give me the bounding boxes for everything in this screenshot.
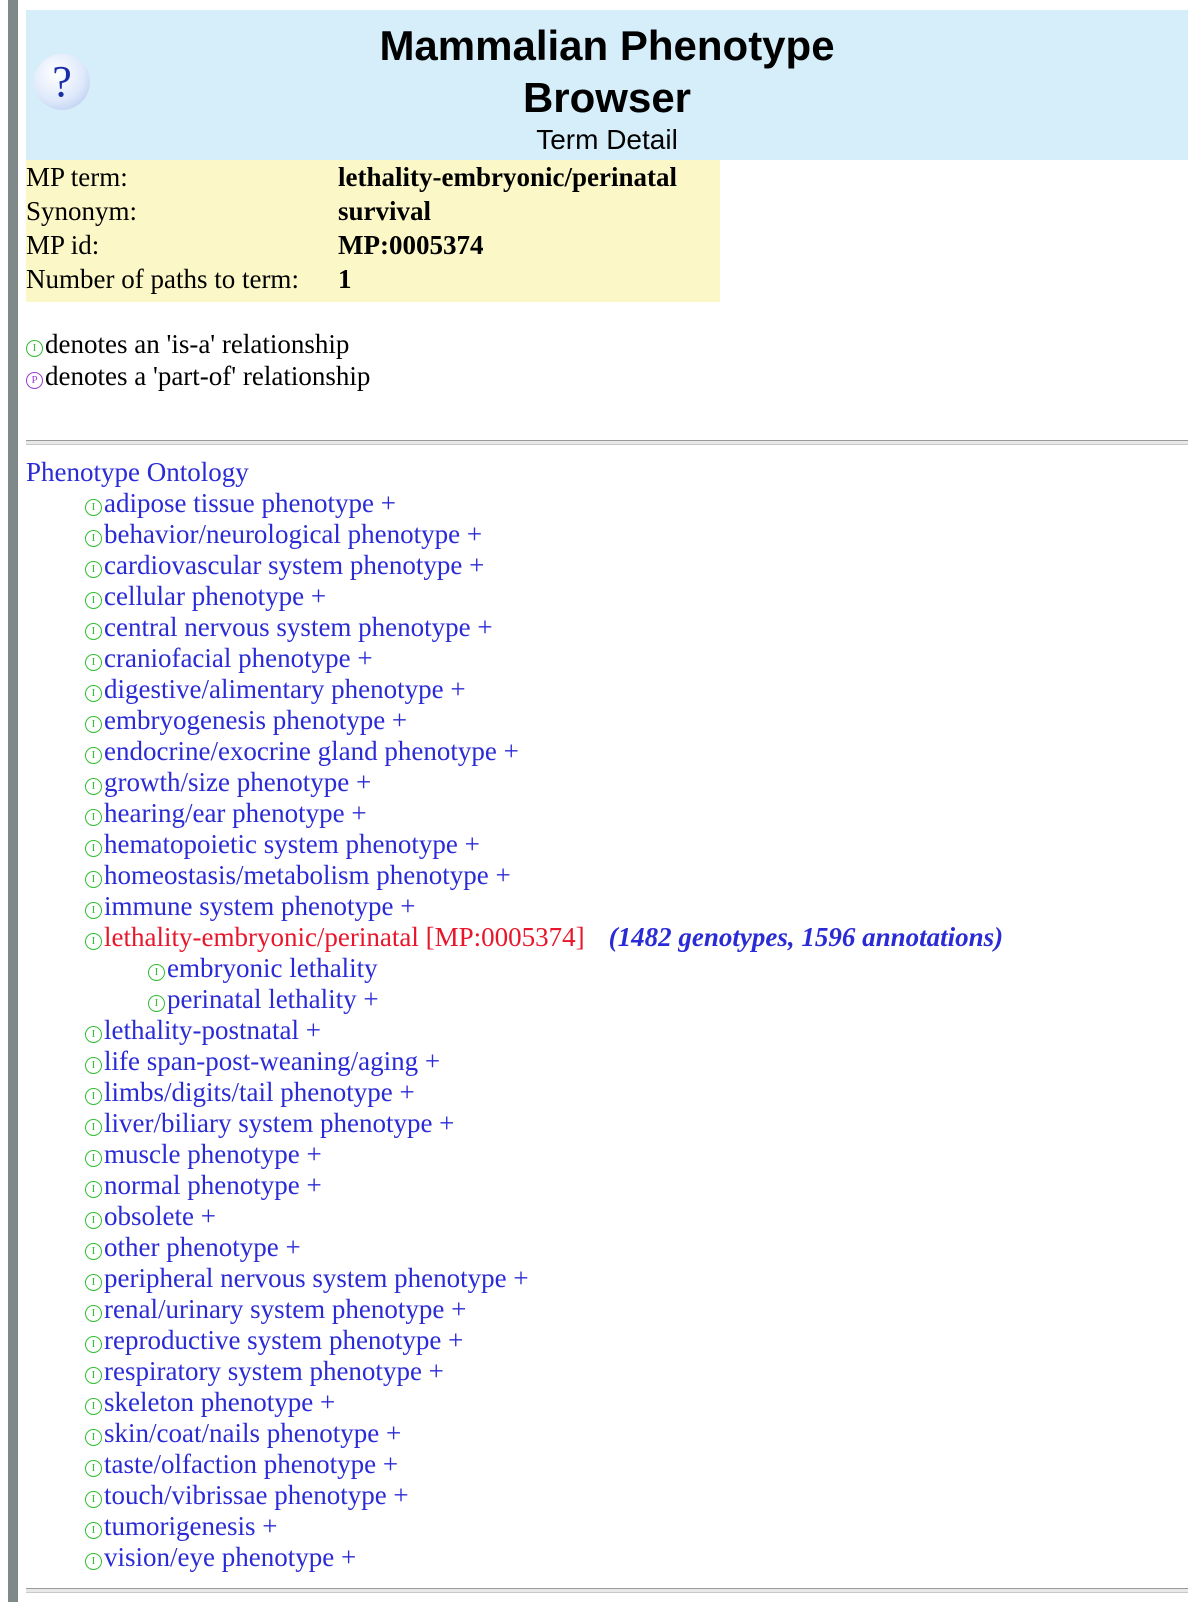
- is-a-icon: I: [85, 933, 102, 950]
- term-info-label: Synonym:: [26, 196, 138, 226]
- divider: [26, 440, 1188, 445]
- is-a-icon: I: [85, 499, 102, 516]
- term-label: life span-post-weaning/aging +: [104, 1046, 441, 1076]
- page-header: [26, 10, 1188, 160]
- ontology-term-link[interactable]: [26, 860, 1003, 891]
- is-a-icon: I: [85, 1181, 102, 1198]
- term-label: lethality-embryonic/perinatal [MP:0005374]: [104, 922, 585, 952]
- is-a-icon: I: [85, 1305, 102, 1322]
- term-info-value: MP:0005374: [338, 230, 484, 260]
- ontology-term-link[interactable]: [26, 1356, 1003, 1387]
- term-label: behavior/neurological phenotype +: [104, 519, 483, 549]
- is-a-icon: I: [85, 871, 102, 888]
- term-info-row: [26, 228, 677, 262]
- term-label: immune system phenotype +: [104, 891, 416, 921]
- term-label: peripheral nervous system phenotype +: [104, 1263, 529, 1293]
- legend-part-of: [26, 360, 370, 392]
- annotation-count[interactable]: (1482 genotypes, 1596 annotations): [608, 922, 1004, 952]
- help-icon[interactable]: ?: [34, 54, 90, 110]
- term-info-value: 1: [338, 264, 352, 294]
- is-a-icon: I: [85, 1553, 102, 1570]
- ontology-root-link[interactable]: Phenotype Ontology: [26, 457, 249, 487]
- relationship-legend: [26, 328, 370, 392]
- term-label: normal phenotype +: [104, 1170, 322, 1200]
- term-info-label: MP id:: [26, 230, 100, 260]
- ontology-term-link[interactable]: [26, 829, 1003, 860]
- term-info-row: [26, 160, 677, 194]
- ontology-term-link[interactable]: [26, 1449, 1003, 1480]
- is-a-icon: I: [85, 1057, 102, 1074]
- term-label: perinatal lethality +: [167, 984, 379, 1014]
- ontology-term-link[interactable]: [26, 1480, 1003, 1511]
- part-of-icon: P: [26, 372, 43, 389]
- term-info-row: [26, 262, 677, 296]
- left-border: [8, 0, 18, 1602]
- term-label: touch/vibrissae phenotype +: [104, 1480, 409, 1510]
- ontology-term-link[interactable]: [26, 1170, 1003, 1201]
- ontology-term-link[interactable]: [26, 953, 1003, 984]
- is-a-icon: I: [85, 592, 102, 609]
- term-info-table: [26, 160, 720, 302]
- term-label: endocrine/exocrine gland phenotype +: [104, 736, 519, 766]
- term-info-value: lethality-embryonic/perinatal: [338, 162, 677, 192]
- term-label: muscle phenotype +: [104, 1139, 322, 1169]
- is-a-icon: I: [85, 1491, 102, 1508]
- term-label: homeostasis/metabolism phenotype +: [104, 860, 511, 890]
- is-a-icon: I: [85, 1212, 102, 1229]
- is-a-icon: I: [148, 964, 165, 981]
- ontology-term-link[interactable]: [26, 1418, 1003, 1449]
- term-label: growth/size phenotype +: [104, 767, 372, 797]
- term-label: cardiovascular system phenotype +: [104, 550, 485, 580]
- is-a-icon: I: [85, 747, 102, 764]
- ontology-term-link[interactable]: [26, 581, 1003, 612]
- is-a-icon: I: [85, 1119, 102, 1136]
- ontology-term-link[interactable]: [26, 1046, 1003, 1077]
- term-label: hearing/ear phenotype +: [104, 798, 367, 828]
- is-a-icon: I: [85, 1336, 102, 1353]
- ontology-term-link[interactable]: [26, 674, 1003, 705]
- is-a-icon: I: [85, 1026, 102, 1043]
- term-info-label: MP term:: [26, 162, 128, 192]
- term-label: skeleton phenotype +: [104, 1387, 336, 1417]
- term-label: reproductive system phenotype +: [104, 1325, 464, 1355]
- title-line-1: Mammalian Phenotype: [379, 22, 835, 69]
- ontology-term-link[interactable]: [26, 1077, 1003, 1108]
- term-label: renal/urinary system phenotype +: [104, 1294, 467, 1324]
- ontology-term-link[interactable]: [26, 643, 1003, 674]
- legend-is-a-text: denotes an 'is-a' relationship: [45, 329, 350, 359]
- is-a-icon: I: [85, 716, 102, 733]
- term-label: skin/coat/nails phenotype +: [104, 1418, 402, 1448]
- is-a-icon: I: [85, 685, 102, 702]
- ontology-term-link[interactable]: [26, 612, 1003, 643]
- is-a-icon: I: [85, 778, 102, 795]
- ontology-term-link[interactable]: [26, 705, 1003, 736]
- ontology-term-link[interactable]: [26, 519, 1003, 550]
- ontology-term-link[interactable]: [26, 1139, 1003, 1170]
- term-label: respiratory system phenotype +: [104, 1356, 444, 1386]
- is-a-icon: I: [85, 1088, 102, 1105]
- is-a-icon: I: [85, 902, 102, 919]
- title-line-2: Browser: [522, 74, 692, 121]
- ontology-term-link[interactable]: [26, 1232, 1003, 1263]
- ontology-term-link[interactable]: [26, 798, 1003, 829]
- is-a-icon: I: [85, 654, 102, 671]
- term-label: tumorigenesis +: [104, 1511, 278, 1541]
- term-info-value: survival: [338, 196, 432, 226]
- is-a-icon: I: [85, 530, 102, 547]
- ontology-term-current[interactable]: [26, 922, 1003, 953]
- term-info-row: [26, 194, 677, 228]
- term-label: taste/olfaction phenotype +: [104, 1449, 399, 1479]
- is-a-icon: I: [85, 1367, 102, 1384]
- ontology-term-link[interactable]: [26, 891, 1003, 922]
- is-a-icon: I: [85, 1243, 102, 1260]
- is-a-icon: I: [85, 561, 102, 578]
- ontology-term-link[interactable]: [26, 767, 1003, 798]
- ontology-term-link[interactable]: [26, 488, 1003, 519]
- ontology-term-link[interactable]: [26, 984, 1003, 1015]
- is-a-icon: I: [85, 1522, 102, 1539]
- page-title: [26, 10, 1188, 124]
- ontology-term-link[interactable]: [26, 1542, 1003, 1573]
- ontology-term-link[interactable]: [26, 1108, 1003, 1139]
- ontology-term-link[interactable]: [26, 1201, 1003, 1232]
- legend-part-of-text: denotes a 'part-of' relationship: [45, 361, 371, 391]
- is-a-icon: I: [148, 995, 165, 1012]
- term-label: other phenotype +: [104, 1232, 301, 1262]
- term-label: lethality-postnatal +: [104, 1015, 321, 1045]
- term-label: limbs/digits/tail phenotype +: [104, 1077, 415, 1107]
- term-label: cellular phenotype +: [104, 581, 327, 611]
- term-label: hematopoietic system phenotype +: [104, 829, 480, 859]
- is-a-icon: I: [85, 1398, 102, 1415]
- is-a-icon: I: [85, 809, 102, 826]
- term-label: adipose tissue phenotype +: [104, 488, 396, 518]
- is-a-icon: I: [85, 1429, 102, 1446]
- term-label: embryonic lethality: [167, 953, 378, 983]
- is-a-icon: I: [85, 840, 102, 857]
- is-a-icon: I: [85, 1460, 102, 1477]
- ontology-term-link[interactable]: [26, 1263, 1003, 1294]
- term-label: obsolete +: [104, 1201, 216, 1231]
- is-a-icon: I: [85, 1150, 102, 1167]
- ontology-term-link[interactable]: [26, 736, 1003, 767]
- ontology-tree: [26, 456, 1003, 1573]
- divider-bottom: [26, 1588, 1188, 1593]
- ontology-term-link[interactable]: [26, 1511, 1003, 1542]
- term-info-label: Number of paths to term:: [26, 264, 299, 294]
- ontology-term-link[interactable]: [26, 550, 1003, 581]
- term-label: liver/biliary system phenotype +: [104, 1108, 455, 1138]
- term-label: embryogenesis phenotype +: [104, 705, 408, 735]
- term-label: vision/eye phenotype +: [104, 1542, 357, 1572]
- ontology-term-link[interactable]: [26, 1325, 1003, 1356]
- is-a-icon: I: [85, 1274, 102, 1291]
- ontology-term-link[interactable]: [26, 1294, 1003, 1325]
- legend-is-a: [26, 328, 370, 360]
- term-label: central nervous system phenotype +: [104, 612, 493, 642]
- page-subtitle: Term Detail: [536, 124, 678, 155]
- ontology-term-link[interactable]: [26, 1015, 1003, 1046]
- ontology-term-link[interactable]: [26, 1387, 1003, 1418]
- is-a-icon: I: [26, 340, 43, 357]
- term-label: digestive/alimentary phenotype +: [104, 674, 466, 704]
- term-label: craniofacial phenotype +: [104, 643, 373, 673]
- is-a-icon: I: [85, 623, 102, 640]
